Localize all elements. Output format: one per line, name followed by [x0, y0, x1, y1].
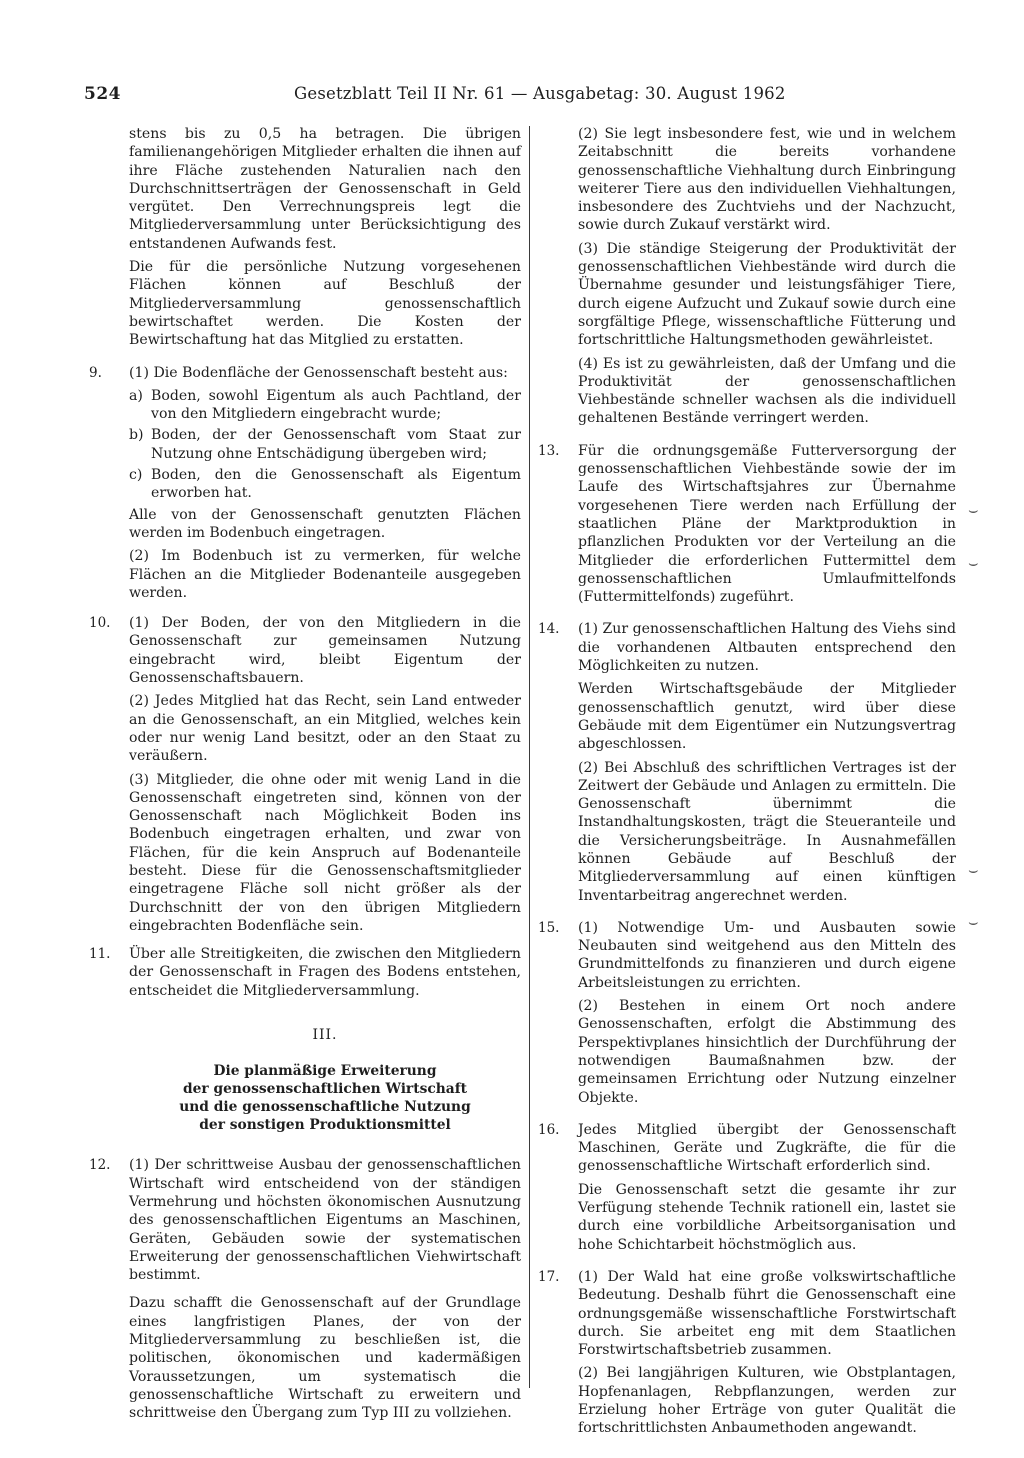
list-item [129, 466, 521, 503]
list-item [129, 387, 521, 424]
section-number: 11. [89, 946, 111, 963]
paragraph: (1) Der Boden, der von den Mitgliedern in die Genossenschaft zur gemeinsamen Nutzung eingebracht wird, bleibt Eigentum der Genossenschaftsbauern. [129, 615, 521, 687]
list-label: b) [129, 427, 144, 444]
paragraph: (1) Der schrittweise Ausbau der genossenschaftlichen Wirtschaft wird entscheidend von der ständigen Vermehrung und höchsten ökonomischen Ausnutzung des genossenschaftlichen Eigentums an Maschinen, Geräten, Gebäuden sowie der systematischen Erweiterung der genossenschaftlichen Viehwirtschaft bestimmt. [129, 1157, 521, 1284]
section-number: 12. [89, 1157, 111, 1174]
right-column [538, 125, 956, 1444]
paragraph: (2) Sie legt insbesondere fest, wie und in welchem Zeitabschnitt die bereits vorhandene genossenschaftliche Viehhaltung durch Einbringung weiterer Tiere aus den individuellen Viehhaltungen, insbesondere des Zuchtviehs und der Nachzucht, sowie durch Zukauf verstärkt wird. [578, 126, 956, 234]
margin-mark-icon: ⌣ [968, 860, 979, 879]
section-12-continued [538, 125, 956, 428]
margin-mark-icon: ⌣ [968, 553, 979, 572]
section-15 [538, 919, 956, 1107]
section-16 [538, 1121, 956, 1254]
margin-mark-icon: ⌣ [968, 500, 979, 519]
paragraph: (2) Bei langjährigen Kulturen, wie Obstplantagen, Hopfenanlagen, Rebpflanzungen, werden zur Erzielung hoher Erträge von guter Qualität die fortschrittlichsten Anbaumethoden angewandt. [578, 1365, 956, 1437]
section-9 [89, 364, 521, 603]
paragraph: stens bis zu 0,5 ha betragen. Die übrigen familienangehörigen Mitglieder erhalten die ihnen auf ihre Fläche zustehenden Naturalien nach den Durchschnittserträgen der Genossenschaft in Geld vergütet. Den Verrechnungspreis legt die Mitgliederversammlung unter Berücksichtigung des entstandenen Aufwands fest. [129, 126, 521, 252]
section-number: 10. [89, 615, 111, 632]
list-text: Boden, sowohl Eigentum als auch Pachtland, der von den Mitgliedern eingebracht wurde; [151, 387, 521, 423]
paragraph: Die Genossenschaft setzt die gesamte ihr zur Verfügung stehende Technik rationell ein, lastet sie durch eine vorbildliche Arbeitsorganisation und hohe Schichtarbeit höchstmöglich aus. [578, 1181, 956, 1253]
section-11 [89, 945, 521, 1000]
paragraph: Für die ordnungsgemäße Futterversorgung der genossenschaftlichen Viehbestände sowie der im Laufe des Wirtschaftsjahres zur Übernahme vorgesehenen Tiere werden nach Erfüllung der staatlichen Pläne der Marktproduktion in pflanzlichen Produkten vor der Verteilung an die Mitglieder die erforderlichen Futtermittel dem genossenschaftlichen Umlaufmittelfonds (Futtermittelfonds) zugeführt. [578, 442, 956, 606]
paragraph: Die für die persönliche Nutzung vorgesehenen Flächen können auf Beschluß der Mitgliederversammlung genossenschaftlich bewirtschaftet werden. Die Kosten der Bewirtschaftung hat das Mitglied zu erstatten. [129, 259, 521, 349]
paragraph: Werden Wirtschaftsgebäude der Mitglieder genossenschaftlich genutzt, wird über diese Gebäude mit dem Eigentümer ein Nutzungsvertrag abgeschlossen. [578, 681, 956, 753]
list-text: Boden, den die Genossenschaft als Eigentum erworben hat. [151, 467, 521, 502]
paragraph: Dazu schafft die Genossenschaft auf der Grundlage eines langfristigen Planes, der von der Mitgliederversammlung zu beschließen ist, die politischen, ökonomischen und kadermäßigen Voraussetzungen, um systematisch die genossenschaftliche Wirtschaft zu erweitern und schrittweise den Übergang zum Typ III zu vollziehen. [129, 1295, 521, 1422]
paragraph: (4) Es ist zu gewährleisten, daß der Umfang und die Produktivität der genossenschaftlichen Viehbestände schneller wachsen als die individuell gehaltenen Bestände verringert werden. [578, 355, 956, 427]
list-label: a) [129, 387, 143, 404]
chapter-title-line: der sonstigen Produktionsmittel [199, 1117, 451, 1134]
paragraph: (2) Im Bodenbuch ist zu vermerken, für welche Flächen an die Mitglieder Bodenanteile ausgegeben werden. [129, 548, 521, 601]
section-12 [89, 1156, 521, 1422]
section-10 [89, 614, 521, 935]
section-number: 13. [538, 442, 560, 459]
chapter-title-line: Die planmäßige Erweiterung [213, 1063, 437, 1080]
paragraph: (3) Mitglieder, die ohne oder mit wenig Land in die Genossenschaft eingetreten sind, können von der Genossenschaft nach Möglichkeit Boden ins Bodenbuch eingetragen erhalten, und zwar von Flächen, für die kein Anspruch auf Bodenanteile besteht. Diese für die Genossenschaftsmitglieder eingetragene Fläche soll nicht größer als der Durchschnitt der von den übrigen Mitgliedern eingebrachten Bodenfläche sein. [129, 771, 521, 934]
section-number: 9. [89, 364, 102, 381]
paragraph: Über alle Streitigkeiten, die zwischen den Mitgliedern der Genossenschaft in Fragen des Bodens entstehen, entscheidet die Mitgliederversammlung. [129, 946, 521, 999]
paragraph: Alle von der Genossenschaft genutzten Flächen werden im Bodenbuch eingetragen. [129, 506, 521, 541]
chapter-title [129, 1062, 521, 1134]
paragraph: (2) Bei Abschluß des schriftlichen Vertrages ist der Zeitwert der Gebäude und Anlagen zu ermitteln. Die Genossenschaft übernimmt die Instandhaltungskosten, trägt die Steueranteile und die Versicherungsbeiträge. In Ausnahmefällen können Gebäude auf Beschluß der Mitgliederversammlung auf einen künftigen Inventarbeitrag angerechnet werden. [578, 759, 956, 904]
section-number: 16. [538, 1121, 560, 1138]
section-17 [538, 1268, 956, 1438]
section-13 [538, 442, 956, 607]
paragraph: (1) Notwendige Um- und Ausbauten sowie Neubauten sind weitgehend aus den Mitteln des Grundmittelfonds zu finanzieren und durch eigene Arbeitsleistungen zu errichten. [578, 919, 956, 991]
paragraph: Jedes Mitglied übergibt der Genossenschaft Maschinen, Geräte und Zugkräfte, die für die genossenschaftliche Wirtschaft erforderlich sind. [578, 1121, 956, 1175]
paragraph: (3) Die ständige Steigerung der Produktivität der genossenschaftlichen Viehbestände wird durch die Übernahme gesunder und leistungsfähiger Tiere, durch eigene Aufzucht und Zukauf sowie durch eine sorgfältige Pflege, wissenschaftliche Fütterung und fortschrittliche Haltungsmethoden gewährleistet. [578, 240, 956, 349]
section-number: 17. [538, 1268, 560, 1285]
running-title: Gesetzblatt Teil II Nr. 61 — Ausgabetag: 30. August 1962 [294, 84, 786, 103]
chapter-title-line: der genossenschaftlichen Wirtschaft [182, 1081, 468, 1098]
column-divider [529, 126, 530, 1388]
section-14 [538, 620, 956, 904]
margin-mark-icon: ⌣ [968, 912, 979, 931]
page-number: 524 [84, 84, 121, 104]
list-label: c) [129, 467, 143, 484]
left-column [89, 125, 521, 1429]
paragraph: (2) Bestehen in einem Ort noch andere Genossenschaften, erfolgt die Abstimmung des Perspektivplanes hinsichtlich der Durchführung der notwendigen Baumaßnahmen bzw. der gemeinsamen Errichtung oder Nutzung einzelner Objekte. [578, 998, 956, 1106]
list-text: Boden, der der Genossenschaft vom Staat zur Nutzung ohne Entschädigung übergeben wird; [151, 427, 521, 462]
chapter-title-line: und die genossenschaftliche Nutzung [179, 1099, 471, 1116]
section-number: 15. [538, 919, 560, 936]
paragraph: (2) Jedes Mitglied hat das Recht, sein Land entweder an die Genossenschaft, an ein Mitglied, welches kein oder nur wenig Land besitzt, oder an den Staat zu veräußern. [129, 693, 521, 765]
list-item [129, 426, 521, 463]
section-number: 14. [538, 621, 560, 638]
paragraph: (1) Die Bodenfläche der Genossenschaft besteht aus: [129, 364, 508, 381]
chapter-number: III. [312, 1027, 338, 1044]
paragraph: (1) Der Wald hat eine große volkswirtschaftliche Bedeutung. Deshalb führt die Genossenschaft eine ordnungsgemäße wissenschaftliche Forstwirtschaft durch. Sie arbeitet eng mit dem Staatlichen Forstwirtschaftsbetrieb zusammen. [578, 1268, 956, 1359]
paragraph: (1) Zur genossenschaftlichen Haltung des Viehs sind die vorhandenen Altbauten entsprechend den Möglichkeiten zu nutzen. [578, 621, 956, 675]
